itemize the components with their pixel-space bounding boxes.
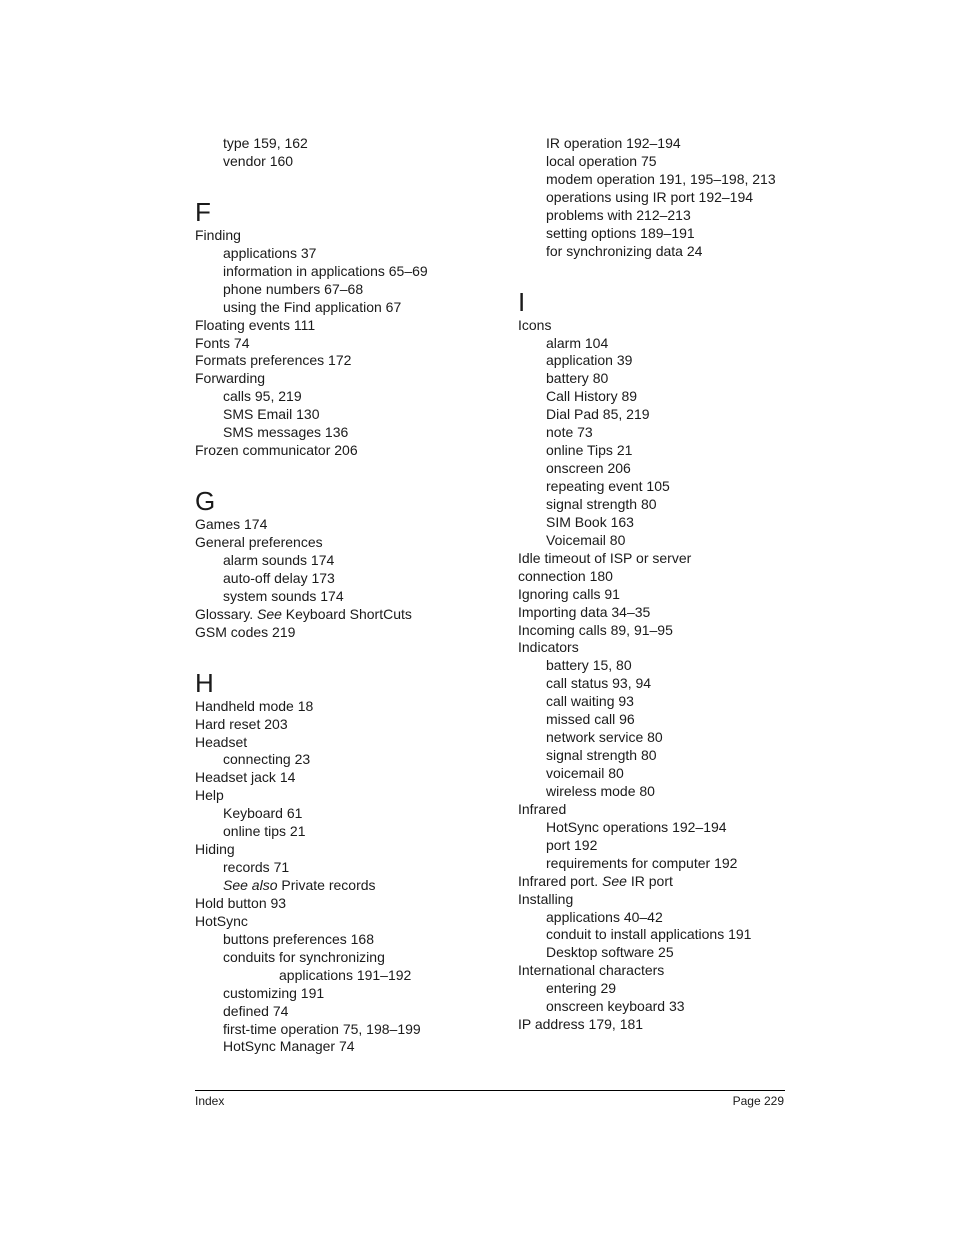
index-subentry: auto-off delay 173 [223,569,335,586]
index-letter-heading: F [195,196,211,227]
index-subentry: customizing 191 [223,984,325,1001]
index-subentry [195,877,505,895]
footer-section-label: Index [195,1094,225,1108]
index-subentry: onscreen keyboard 33 [546,998,685,1015]
index-subentry: information in applications 65–69 [223,262,428,279]
index-subentry: signal strength 80 [546,747,657,764]
index-subentry: online tips 21 [223,823,306,840]
index-subentry: Dial Pad 85, 219 [546,406,650,423]
index-subentry: problems with 212–213 [546,206,691,223]
index-subentry: type 159, 162 [223,135,308,151]
index-letter-heading: G [195,486,216,517]
index-subentry: battery 80 [546,370,609,387]
index-entry: Fonts 74 [195,334,250,351]
index-subentry: missed call 96 [546,711,635,728]
index-subentry: SMS Email 130 [223,406,320,423]
see-reference-label: See [256,605,282,622]
index-entry-text: Glossary. [195,605,257,622]
index-entry: Headset [195,733,248,750]
see-reference-label: See [602,872,627,889]
index-subentry: requirements for computer 192 [546,854,738,871]
footer-page-number: Page 229 [732,1094,784,1108]
index-subentry: SIM Book 163 [546,513,634,530]
index-entry: GSM codes 219 [195,623,296,640]
index-entry: Icons [518,316,552,333]
index-entry: Hiding [195,841,235,858]
index-entry: Indicators [518,639,579,656]
index-entry: HotSync [195,912,248,929]
index-entry: Games 174 [195,516,268,533]
index-subentry: Voicemail 80 [546,531,626,548]
index-subentry: application 39 [546,352,633,369]
index-entry: connection 180 [518,567,613,584]
footer-divider [195,1090,785,1091]
index-subentry: Desktop software 25 [546,944,674,961]
see-reference-target: Private records [277,877,376,893]
index-subentry: vendor 160 [223,152,294,169]
index-subentry: battery 15, 80 [546,657,632,674]
index-subentry: HotSync operations 192–194 [546,818,727,835]
index-subentry: signal strength 80 [546,495,657,512]
index-entry: Frozen communicator 206 [195,442,358,459]
index-entry: Formats preferences 172 [195,352,352,369]
index-subentry: Call History 89 [546,388,638,405]
index-subentry: network service 80 [546,729,663,746]
index-subentry: online Tips 21 [546,442,633,459]
index-entry: Floating events 111 [195,316,316,333]
index-subentry: first-time operation 75, 198–199 [223,1020,421,1037]
index-subentry: HotSync Manager 74 [223,1038,355,1055]
index-subentry: note 73 [546,424,593,441]
index-entry: Forwarding [195,370,266,387]
index-subentry: Keyboard 61 [223,805,303,822]
index-subentry: calls 95, 219 [223,388,302,405]
index-subentry: conduit to install applications 191 [546,926,752,943]
index-entry: General preferences [195,534,323,550]
index-subentry: conduits for synchronizing [223,948,385,965]
index-entry: International characters [518,962,665,979]
index-entry: Headset jack 14 [195,769,296,786]
index-entry: Ignoring calls 91 [518,585,620,602]
index-entry: Handheld mode 18 [195,697,314,714]
index-subentry: alarm sounds 174 [223,551,335,568]
index-entry: Hold button 93 [195,894,287,911]
index-subentry: voicemail 80 [546,765,624,781]
see-reference-target: Keyboard ShortCuts [281,605,412,622]
index-entry [518,873,828,891]
index-subentry: using the Find application 67 [223,298,402,315]
index-subentry: operations using IR port 192–194 [546,188,754,205]
index-subentry: modem operation 191, 195–198, 213 [546,170,776,187]
index-entry: Incoming calls 89, 91–95 [518,621,673,638]
index-subentry: port 192 [546,836,598,853]
index-subentry: connecting 23 [223,751,311,768]
index-entry-text: Infrared port. [518,872,603,889]
see-reference-label: See also [223,877,278,893]
index-subentry: repeating event 105 [546,478,670,494]
index-subentry: call status 93, 94 [546,675,652,692]
index-subentry: applications 191–192 [279,966,412,983]
index-subentry: call waiting 93 [546,693,634,710]
index-subentry: system sounds 174 [223,587,344,604]
index-letter-heading: H [195,667,214,698]
index-letter-heading: I [518,286,526,317]
index-entry [195,606,505,624]
index-entry: IP address 179, 181 [518,1016,644,1033]
index-entry: Importing data 34–35 [518,603,651,620]
see-reference-target: IR port [626,872,673,889]
index-subentry: records 71 [223,859,290,876]
index-entry: Installing [518,890,574,907]
index-entry: Infrared [518,800,567,817]
index-subentry: applications 40–42 [546,908,663,925]
index-subentry: alarm 104 [546,334,609,351]
index-subentry: SMS messages 136 [223,424,349,441]
index-entry: Idle timeout of ISP or server [518,549,692,566]
index-subentry: onscreen 206 [546,460,631,477]
index-subentry: buttons preferences 168 [223,930,374,947]
index-subentry: wireless mode 80 [546,782,655,799]
index-column-left [195,135,505,1056]
index-entry: Help [195,787,224,804]
index-subentry: local operation 75 [546,152,657,169]
index-subentry: applications 37 [223,244,317,261]
index-subentry: for synchronizing data 24 [546,242,703,259]
index-subentry: setting options 189–191 [546,224,695,241]
index-subentry: IR operation 192–194 [546,135,681,151]
index-entry: Finding [195,226,241,243]
index-subentry: defined 74 [223,1002,289,1019]
index-entry: Hard reset 203 [195,715,288,732]
index-subentry: entering 29 [546,980,617,997]
index-subentry: phone numbers 67–68 [223,280,364,297]
index-column-right [518,135,828,1034]
